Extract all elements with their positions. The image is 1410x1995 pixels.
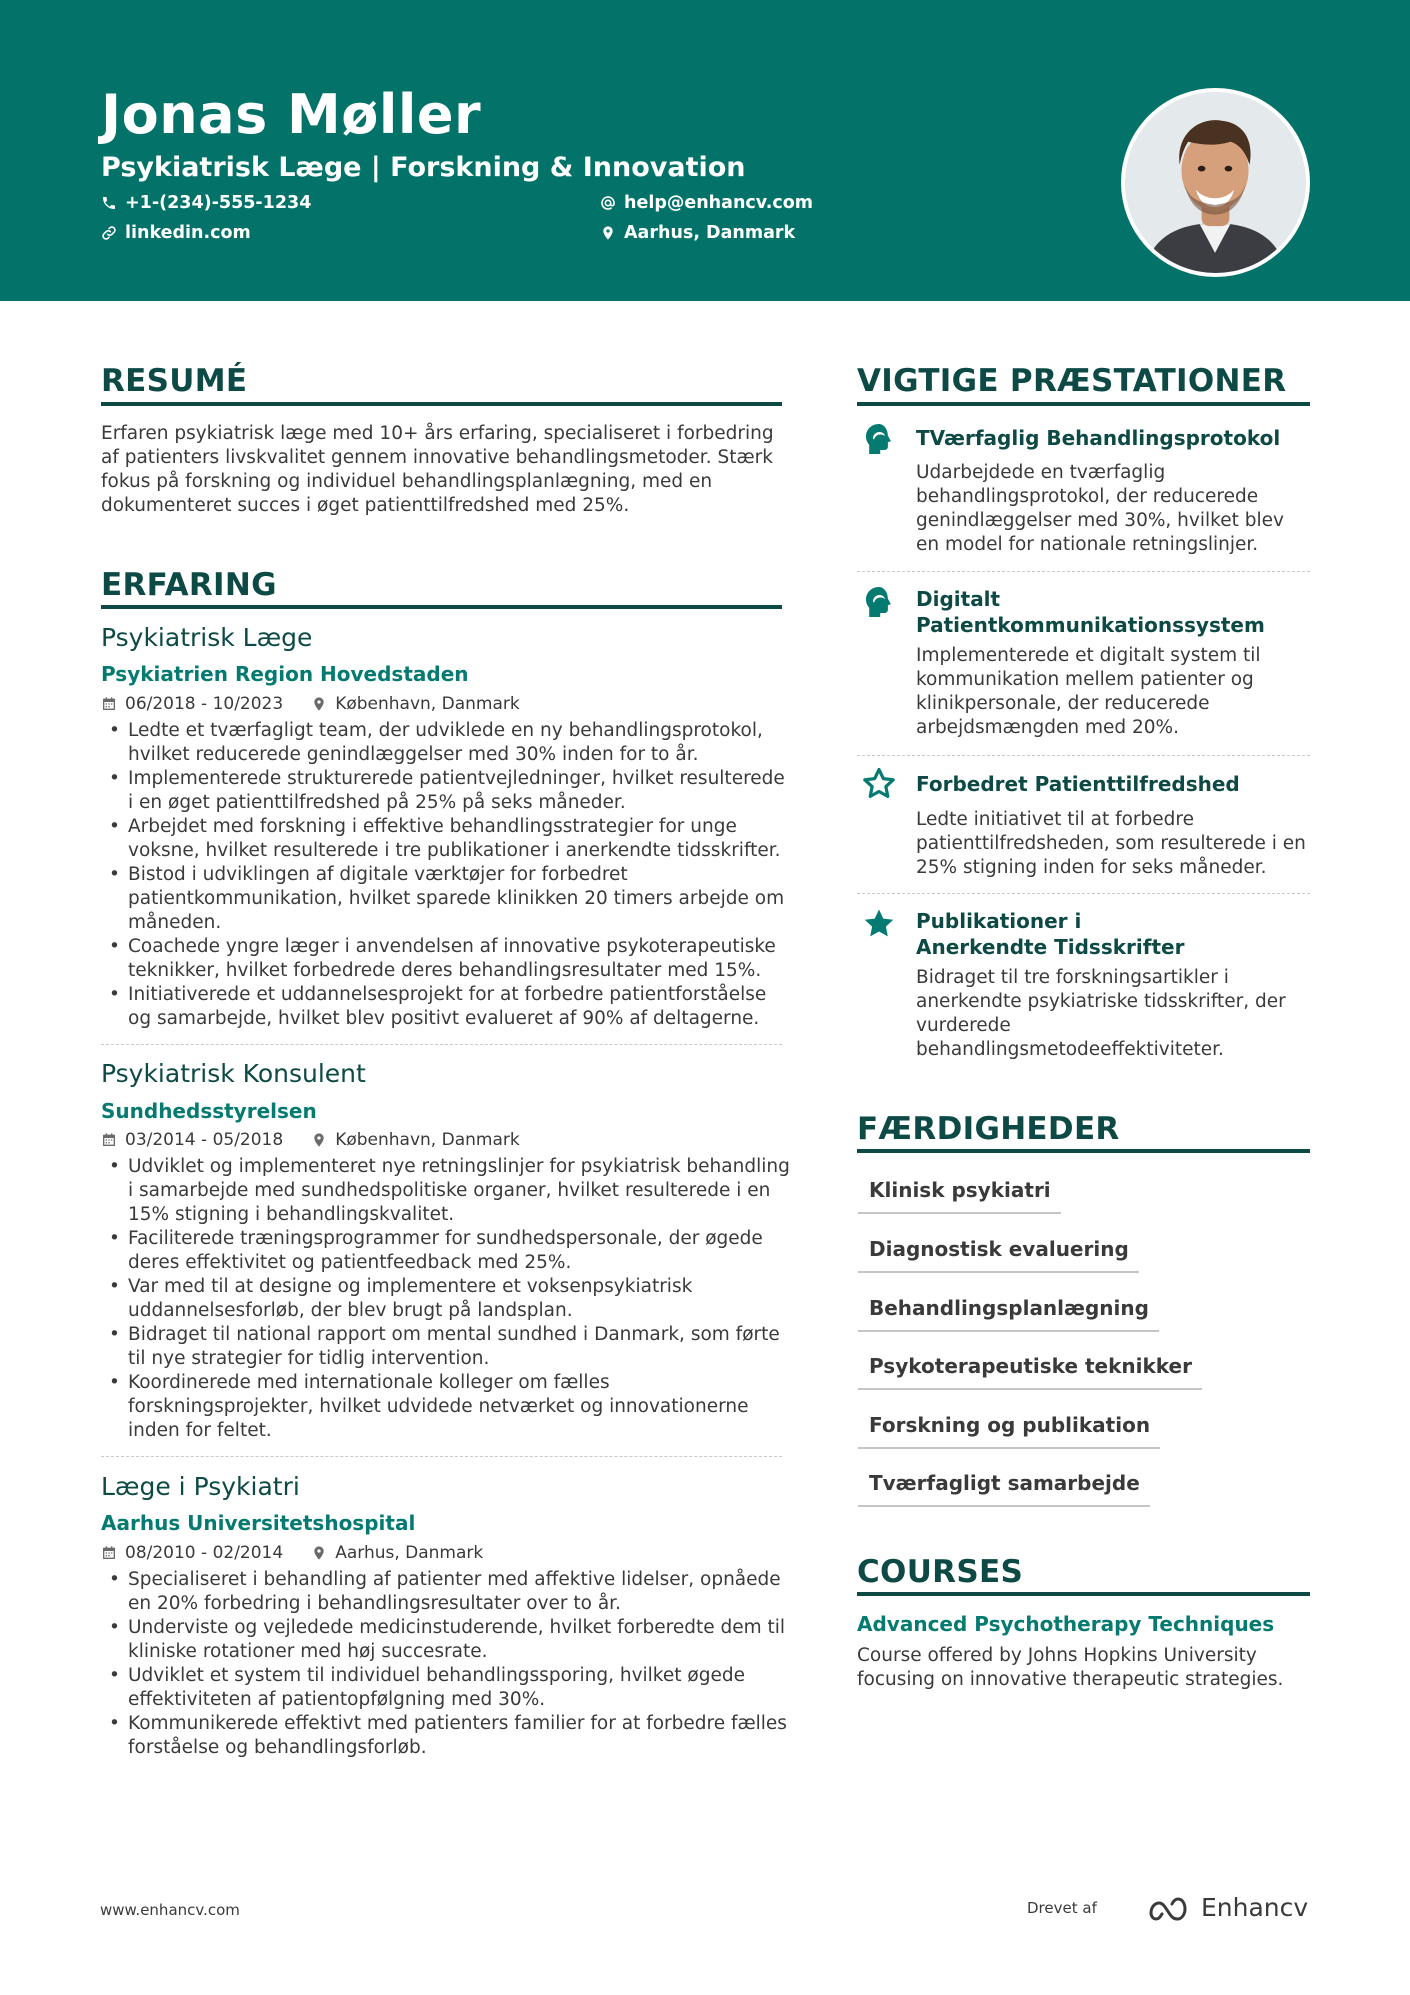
job-location: Aarhus, Danmark: [335, 1543, 484, 1563]
avatar: [1125, 92, 1306, 273]
achievement-desc: Udarbejdede en tværfaglig behandlingsprotokol, der reducerede genindlæggelser med 30%, hvilket blev en model for nationale retningslinjer.: [916, 462, 1284, 555]
achievement-divider: [857, 893, 1310, 894]
calendar-icon: [101, 1132, 117, 1148]
achievements-rule: [857, 402, 1310, 406]
summary-rule: [101, 402, 782, 406]
footer-url[interactable]: www.enhancv.com: [100, 1901, 240, 1919]
job-location: København, Danmark: [335, 694, 520, 714]
location-pin-icon: [311, 1132, 327, 1148]
job-company: Aarhus Universitetshospital: [101, 1511, 416, 1535]
job-bullet: • Arbejdet med forskning i effektive behandlingsstrategier for unge voksne, hvilket resulterede i tre publikationer i anerkendte tidsskrifter.: [101, 815, 791, 863]
courses-rule: [857, 1592, 1310, 1596]
job-title: Psykiatrisk Læge: [101, 623, 313, 652]
job-divider: [101, 1456, 782, 1457]
job-dates: 03/2014 - 05/2018: [125, 1130, 284, 1150]
job-bullet: • Implementerede strukturerede patientvejledninger, hvilket resulterede i en øget patienttilfredshed på 25% på seks måneder.: [101, 767, 791, 815]
footer-powered-by: Drevet af: [1027, 1899, 1097, 1917]
enhancv-logo-text: Enhancv: [1201, 1893, 1309, 1922]
job-bullet: • Specialiseret i behandling af patienter med affektive lidelser, opnåede en 20% forbedring i behandlingsresultater over to år.: [101, 1568, 791, 1616]
achievement-title: TVærfaglig Behandlingsprotokol: [916, 426, 1281, 450]
link-icon: [101, 225, 117, 241]
experience-rule: [101, 605, 782, 609]
achievement-desc: Bidraget til tre forskningsartikler i anerkendte psykiatriske tidsskrifter, der vurderede behandlingsmetodeeffektiviteter.: [916, 967, 1286, 1060]
contact-email-text: help@enhancv.com: [624, 193, 814, 213]
location-pin-icon: [311, 696, 327, 712]
courses-title: COURSES: [857, 1554, 1024, 1590]
candidate-headline: Psykiatrisk Læge | Forskning & Innovation: [101, 152, 746, 183]
job-bullets: [101, 1568, 791, 1760]
achievement-desc: Ledte initiativet til at forbedre patienttilfredsheden, som resulterede i en 25% stigning inden for seks måneder.: [916, 809, 1306, 878]
job-bullet: • Bistod i udviklingen af digitale værktøjer for forbedret patientkommunikation, hvilket sparede klinikken 20 timers arbejde om måneden.: [101, 863, 791, 935]
job-bullet: • Udviklet og implementeret nye retningslinjer for psykiatrisk behandling i samarbejde med sundhedspolitiske organer, hvilket resulterede i en 15% stigning i behandlingskvalitet.: [101, 1155, 791, 1227]
job-dates: 08/2010 - 02/2014: [125, 1543, 284, 1563]
enhancv-logo-icon: [1147, 1895, 1191, 1921]
skill-tag: Diagnostisk evaluering: [858, 1237, 1139, 1273]
job-title: Læge i Psykiatri: [101, 1472, 300, 1501]
contact-linkedin-text: linkedin.com: [125, 223, 251, 243]
job-bullet: • Faciliterede træningsprogrammer for sundhedspersonale, der øgede deres effektivitet og patientfeedback med 25%.: [101, 1227, 791, 1275]
location-pin-icon: [311, 1545, 327, 1561]
job-bullets: [101, 719, 791, 1031]
summary-title: RESUMÉ: [101, 363, 248, 399]
achievement-title: Publikationer i Anerkendte Tidsskrifter: [916, 909, 1185, 959]
job-bullet: • Var med til at designe og implementere et voksenpsykiatrisk uddannelsesforløb, der blev brugt på landsplan.: [101, 1275, 791, 1323]
job-bullet: • Initiativerede et uddannelsesprojekt for at forbedre patientforståelse og samarbejde, hvilket blev positivt evalueret af 90% af deltagerne.: [101, 983, 791, 1031]
head-icon: [861, 584, 897, 620]
job-bullet: • Koordinerede med internationale kolleger om fælles forskningsprojekter, hvilket udvidede netværket og innovationerne inden for feltet.: [101, 1371, 791, 1443]
skills-rule: [857, 1149, 1310, 1153]
contact-location-text: Aarhus, Danmark: [624, 223, 796, 243]
enhancv-logo[interactable]: [1147, 1893, 1308, 1922]
candidate-name: Jonas Møller: [101, 83, 482, 146]
contact-email[interactable]: [600, 193, 813, 213]
job-meta: [101, 694, 520, 714]
job-bullet: • Udviklet et system til individuel behandlingssporing, hvilket øgede effektiviteten af patientopfølgning med 30%.: [101, 1664, 791, 1712]
job-dates: 06/2018 - 10/2023: [125, 694, 284, 714]
calendar-icon: [101, 1545, 117, 1561]
course-title: Advanced Psychotherapy Techniques: [857, 1612, 1275, 1636]
skill-tag: Klinisk psykiatri: [858, 1178, 1061, 1214]
job-bullet: • Kommunikerede effektivt med patienters familier for at forbedre fælles forståelse og behandlingsforløb.: [101, 1712, 791, 1760]
job-company: Sundhedsstyrelsen: [101, 1099, 317, 1123]
location-pin-icon: [600, 225, 616, 241]
job-meta: [101, 1130, 520, 1150]
job-bullets: [101, 1155, 791, 1443]
achievement-title: Forbedret Patienttilfredshed: [916, 772, 1240, 796]
skill-tag: Forskning og publikation: [858, 1413, 1160, 1449]
summary-text: Erfaren psykiatrisk læge med 10+ års erfaring, specialiseret i forbedring af patienters livskvalitet gennem innovative behandlingsmetoder. Stærk fokus på forskning og individuel behandlingsplanlægning, med en dokumenteret succes i øget patienttilfredshed med 25%.: [101, 423, 774, 516]
contact-location: [600, 223, 795, 243]
contact-linkedin[interactable]: [101, 223, 251, 243]
contact-phone-text: +1-(234)-555-1234: [125, 193, 312, 213]
job-bullet: • Underviste og vejledede medicinstuderende, hvilket forberedte dem til kliniske rotationer med høj succesrate.: [101, 1616, 791, 1664]
course-desc: Course offered by Johns Hopkins University focusing on innovative therapeutic strategies.: [857, 1645, 1284, 1690]
job-bullet: • Coachede yngre læger i anvendelsen af innovative psykoterapeutiske teknikker, hvilket forbedrede deres behandlingsresultater med 15%.: [101, 935, 791, 983]
job-title: Psykiatrisk Konsulent: [101, 1059, 366, 1088]
star-filled-icon: [861, 906, 897, 942]
resume-header: [0, 0, 1410, 301]
profile-photo: [1121, 88, 1310, 277]
achievement-divider: [857, 755, 1310, 756]
job-meta: [101, 1543, 483, 1563]
achievements-title: VIGTIGE PRÆSTATIONER: [857, 363, 1287, 399]
skill-tag: Behandlingsplanlægning: [858, 1296, 1159, 1332]
head-icon: [861, 421, 897, 457]
achievement-divider: [857, 571, 1310, 572]
skill-tag: Psykoterapeutiske teknikker: [858, 1354, 1202, 1390]
job-bullet: • Ledte et tværfagligt team, der udviklede en ny behandlingsprotokol, hvilket reducerede genindlæggelser med 30% inden for to år.: [101, 719, 791, 767]
calendar-icon: [101, 696, 117, 712]
skill-tag: Tværfagligt samarbejde: [858, 1471, 1150, 1507]
achievement-title: Digitalt Patientkommunikationssystem: [916, 587, 1265, 637]
at-icon: [600, 195, 616, 211]
experience-title: ERFARING: [101, 567, 277, 603]
skills-title: FÆRDIGHEDER: [857, 1111, 1120, 1147]
phone-icon: [101, 195, 117, 211]
job-location: København, Danmark: [335, 1130, 520, 1150]
job-bullet: • Bidraget til national rapport om mental sundhed i Danmark, som førte til nye strategier for tidlig intervention.: [101, 1323, 791, 1371]
contact-phone[interactable]: [101, 193, 311, 213]
job-divider: [101, 1044, 782, 1045]
star-outline-icon: [861, 766, 897, 802]
job-company: Psykiatrien Region Hovedstaden: [101, 662, 469, 686]
achievement-desc: Implementerede et digitalt system til kommunikation mellem patienter og klinikpersonale, der reducerede arbejdsmængden med 20%.: [916, 645, 1261, 738]
